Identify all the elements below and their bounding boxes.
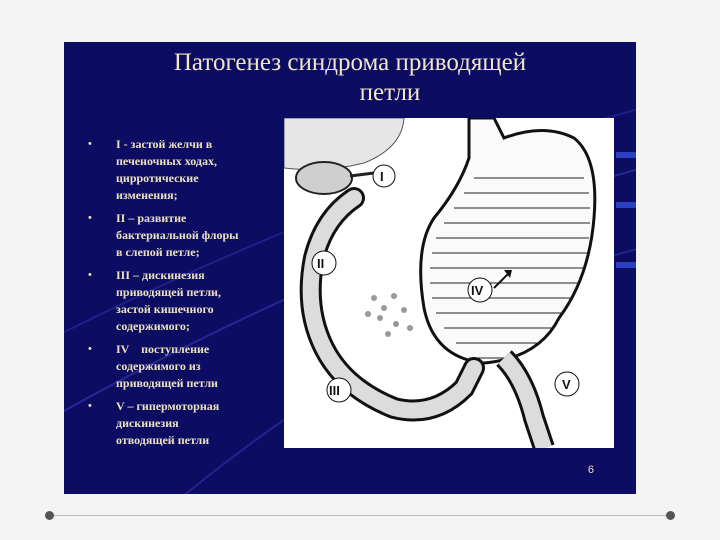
bullet-dot: • xyxy=(88,400,92,412)
bullet-text: V – гипермоторная xyxy=(116,399,220,413)
bullet-text: приводящей петли xyxy=(116,376,218,390)
bullet-text: в слепой петле; xyxy=(116,245,200,259)
bullet-list xyxy=(86,136,276,455)
label-IV: IV xyxy=(471,283,484,298)
bullet-text: IV поступление xyxy=(116,342,210,356)
bottom-divider xyxy=(54,515,666,516)
bullet-text: застой кишечного xyxy=(116,302,214,316)
title-line-2: петли xyxy=(359,79,421,106)
nav-dot-right xyxy=(666,511,675,520)
bullet-text: печеночных ходах, xyxy=(116,154,217,168)
bullet-text: бактериальной флоры xyxy=(116,228,239,242)
bullet-text: отводящей петли xyxy=(116,433,210,447)
label-I: I xyxy=(380,169,384,184)
nav-dot-left xyxy=(45,511,54,520)
label-V: V xyxy=(562,377,571,392)
bullet-text: приводящей петли, xyxy=(116,285,221,299)
page-number: 6 xyxy=(587,464,594,476)
bullet-text: I - застой желчи в xyxy=(116,137,213,151)
bullet-dot: • xyxy=(88,269,92,281)
bullet-text: содержимого; xyxy=(116,319,190,333)
bullet-item xyxy=(86,210,276,261)
bullet-dot: • xyxy=(88,343,92,355)
bullet-item xyxy=(86,136,276,204)
bullet-text: III – дискинезия xyxy=(116,268,205,282)
bullet-dot: • xyxy=(88,138,92,150)
bullet-dot: • xyxy=(88,212,92,224)
bullet-item xyxy=(86,398,276,449)
bullet-item xyxy=(86,267,276,335)
bullet-text: содержимого из xyxy=(116,359,201,373)
bullet-text: изменения; xyxy=(116,188,178,202)
stomach-loop-diagram xyxy=(284,118,614,448)
bullet-text: цирротические xyxy=(116,171,199,185)
slide-title xyxy=(64,48,636,108)
title-line-1: Патогенез синдрома приводящей xyxy=(173,49,527,76)
bullet-item xyxy=(86,341,276,392)
bullet-text: II – развитие xyxy=(116,211,187,225)
label-III: III xyxy=(329,383,340,398)
slide xyxy=(64,42,636,494)
label-II: II xyxy=(317,256,325,271)
anatomy-illustration xyxy=(284,118,614,448)
bullet-text: дискинезия xyxy=(116,416,179,430)
